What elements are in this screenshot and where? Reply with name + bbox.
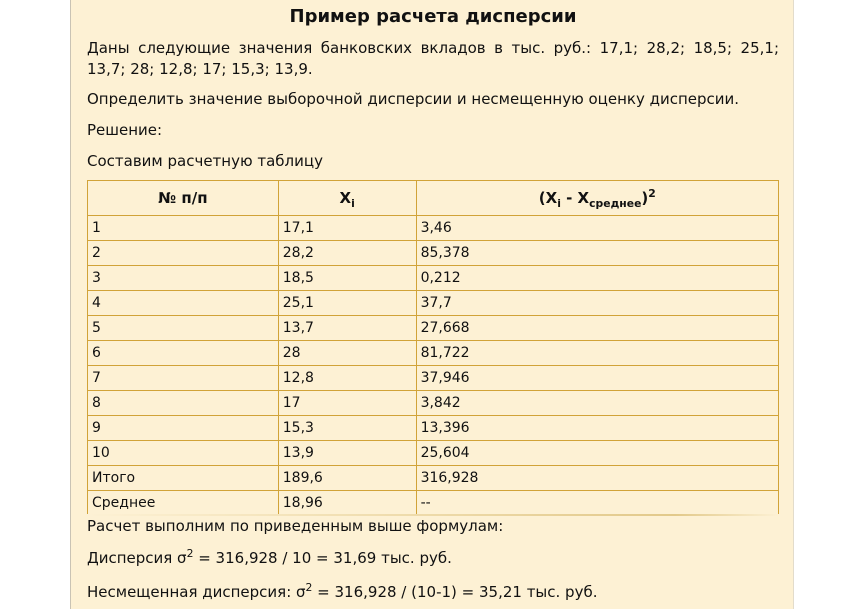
table-row <box>88 391 779 416</box>
cell-x: 189,6 <box>278 466 416 491</box>
unbiased-sup: 2 <box>305 581 313 594</box>
cell-x: 18,5 <box>278 266 416 291</box>
table-row-mean <box>88 491 779 516</box>
header-dev-close: ) <box>641 189 649 207</box>
unbiased-result: = 316,928 / (10-1) = 35,21 тыс. руб. <box>312 583 598 601</box>
cell-number: 3 <box>88 266 279 291</box>
header-xi <box>278 181 416 216</box>
cell-number: 8 <box>88 391 279 416</box>
dispersion-result: = 316,928 / 10 = 31,69 тыс. руб. <box>193 549 452 567</box>
header-number: № п/п <box>88 181 279 216</box>
cell-deviation: 37,946 <box>416 366 778 391</box>
table-caption: Составим расчетную таблицу <box>87 152 323 170</box>
cell-x: 18,96 <box>278 491 416 516</box>
unbiased-label: Несмещенная дисперсия: σ <box>87 583 306 601</box>
dispersion-sup: 2 <box>186 547 194 560</box>
table-row <box>88 291 779 316</box>
cell-deviation: -- <box>416 491 778 516</box>
unbiased-formula <box>87 582 779 603</box>
cell-deviation: 27,668 <box>416 316 778 341</box>
table-row <box>88 441 779 466</box>
table-row <box>88 366 779 391</box>
solution-label: Решение: <box>87 121 163 139</box>
calc-intro: Расчет выполним по приведенным выше формулам: <box>87 517 504 535</box>
cell-x: 28,2 <box>278 241 416 266</box>
cell-deviation: 316,928 <box>416 466 778 491</box>
table-row <box>88 341 779 366</box>
header-dev-sub-mean: среднее <box>589 197 642 210</box>
table-row <box>88 416 779 441</box>
cell-number: Среднее <box>88 491 279 516</box>
cell-deviation: 81,722 <box>416 341 778 366</box>
intro-paragraph: Даны следующие значения банковских вкладов в тыс. руб.: 17,1; 28,2; 18,5; 25,1; 13,7; 28; 12,8; 17; 15,3; 13,9. <box>87 39 779 78</box>
cell-deviation: 0,212 <box>416 266 778 291</box>
cell-number: 2 <box>88 241 279 266</box>
cell-deviation: 37,7 <box>416 291 778 316</box>
header-deviation <box>416 181 778 216</box>
header-dev-sup: 2 <box>648 187 656 200</box>
header-dev-open: (X <box>538 189 558 207</box>
cell-x: 13,7 <box>278 316 416 341</box>
cell-deviation: 25,604 <box>416 441 778 466</box>
page-title: Пример расчета дисперсии <box>289 6 577 27</box>
cell-deviation: 13,396 <box>416 416 778 441</box>
header-xi-base: X <box>339 189 352 207</box>
cell-number: 7 <box>88 366 279 391</box>
dispersion-label: Дисперсия σ <box>87 549 187 567</box>
header-dev-sub-i: i <box>557 197 561 210</box>
table-row-total <box>88 466 779 491</box>
cell-number: 10 <box>88 441 279 466</box>
cell-x: 25,1 <box>278 291 416 316</box>
dispersion-formula <box>87 548 779 569</box>
cell-number: 4 <box>88 291 279 316</box>
cell-number: 1 <box>88 216 279 241</box>
cell-x: 28 <box>278 341 416 366</box>
cell-deviation: 3,842 <box>416 391 778 416</box>
cell-x: 17,1 <box>278 216 416 241</box>
table-row <box>88 241 779 266</box>
table-row <box>88 266 779 291</box>
cell-number: 6 <box>88 341 279 366</box>
header-dev-minus: - X <box>560 189 590 207</box>
calculation-table <box>87 180 779 516</box>
cell-x: 15,3 <box>278 416 416 441</box>
cell-deviation: 85,378 <box>416 241 778 266</box>
cell-number: Итого <box>88 466 279 491</box>
table-header-row <box>88 181 779 216</box>
header-xi-sub: i <box>351 197 355 210</box>
task-paragraph: Определить значение выборочной дисперсии и несмещенную оценку дисперсии. <box>87 90 740 108</box>
cell-number: 5 <box>88 316 279 341</box>
cell-number: 9 <box>88 416 279 441</box>
table-row <box>88 316 779 341</box>
cell-x: 13,9 <box>278 441 416 466</box>
cell-deviation: 3,46 <box>416 216 778 241</box>
table-row <box>88 216 779 241</box>
cell-x: 12,8 <box>278 366 416 391</box>
content-panel <box>70 0 794 609</box>
cell-x: 17 <box>278 391 416 416</box>
